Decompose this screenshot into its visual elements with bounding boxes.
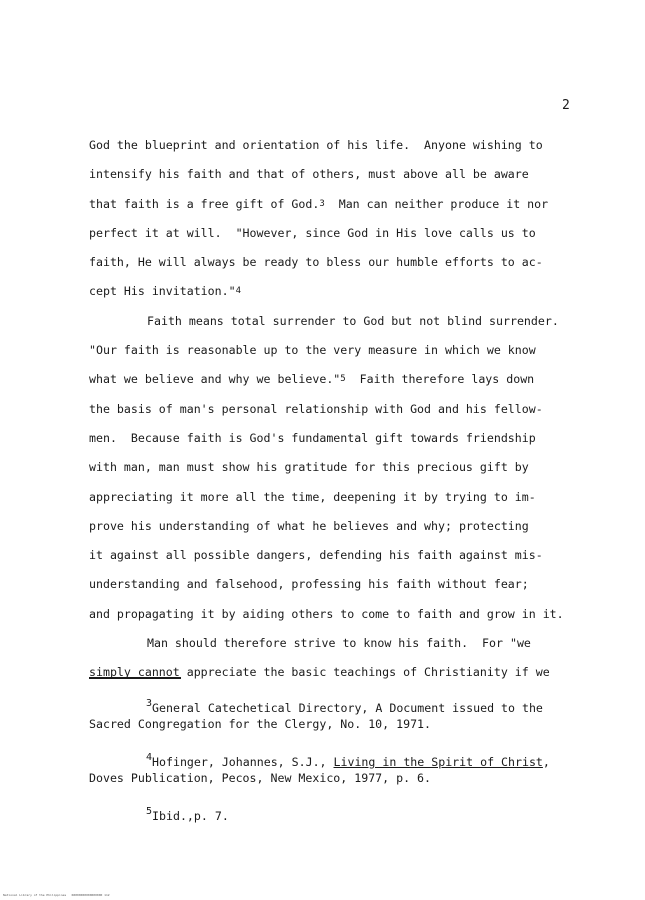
archive-label: National Library of the Philippines R0000000000000000 112: [3, 893, 110, 897]
footnotes: [89, 700, 609, 846]
body-line-text: Man can neither produce it nor: [324, 196, 549, 211]
body-line: intensify his faith and that of others, must above all be aware: [89, 167, 529, 182]
body-line: prove his understanding of what he believes and why; protecting: [89, 518, 529, 533]
body-line: Man should therefore strive to know his faith. For "we: [147, 636, 531, 651]
footnote-ref-5: 5: [340, 374, 346, 385]
body-line: with man, man must show his gratitude for this precious gift by: [89, 460, 529, 475]
body-line: [89, 190, 609, 219]
footnote-ref-4: 4: [235, 286, 242, 297]
footnote-ref-3: 3: [319, 198, 325, 209]
footnote-text: Sacred Congregation for the Clergy, No. 10, 1971.: [89, 717, 432, 731]
body-line: and propagating it by aiding others to come to faith and grow in it.: [89, 606, 564, 621]
page-number: 2: [562, 98, 570, 113]
body-line: men. Because faith is God's fundamental gift towards friendship: [89, 430, 536, 445]
body-line: appreciating it more all the time, deepening it by trying to im-: [89, 489, 536, 504]
footnote-text: Ibid.,p. 7.: [152, 809, 229, 823]
body-line-text: Faith therefore lays down: [345, 372, 535, 387]
body-line-text: what we believe and why we believe.": [89, 372, 341, 387]
body-line: simply cannot appreciate the basic teachings of Christianity if we: [89, 665, 550, 680]
footnote-first-line: [89, 754, 609, 770]
body-line: [89, 365, 609, 394]
body-line: Faith means total surrender to God but not blind surrender.: [147, 313, 559, 328]
footnote-divider: [89, 677, 181, 679]
footnote-5: [89, 808, 609, 824]
body-line: faith, He will always be ready to bless our humble efforts to ac-: [89, 255, 543, 270]
footnote-first-line: [89, 808, 609, 824]
footnote-text: General Catechetical Directory, A Document issued to the: [152, 701, 543, 715]
footnote-marker: 5: [146, 806, 153, 817]
footnote-marker: 3: [146, 698, 153, 709]
body-line: the basis of man's personal relationship with God and his fellow-: [89, 401, 543, 416]
body-line: understanding and falsehood, professing his faith without fear;: [89, 577, 529, 592]
body-line: God the blueprint and orientation of his life. Anyone wishing to: [89, 138, 543, 152]
body-line-text: cept His invitation.": [89, 284, 236, 299]
footnote-first-line: [89, 700, 609, 716]
footnote-4: [89, 754, 609, 786]
body-line-text: that faith is a free gift of God.: [89, 196, 320, 211]
footnote-marker: 4: [146, 752, 153, 763]
body-text: [89, 131, 609, 688]
body-line: [89, 277, 609, 306]
footnote-text: ,: [542, 755, 550, 769]
body-line: it against all possible dangers, defending his faith against mis-: [89, 548, 543, 563]
footnote-text: Doves Publication, Pecos, New Mexico, 1977, p. 6.: [89, 771, 432, 785]
footnote-3: [89, 700, 609, 732]
body-line: perfect it at will. "However, since God in His love calls us to: [89, 225, 536, 240]
footnote-text: Hofinger, Johannes, S.J.,: [152, 755, 334, 769]
footnote-book-title: Living in the Spirit of Christ: [333, 755, 543, 769]
body-line: "Our faith is reasonable up to the very measure in which we know: [89, 343, 536, 358]
